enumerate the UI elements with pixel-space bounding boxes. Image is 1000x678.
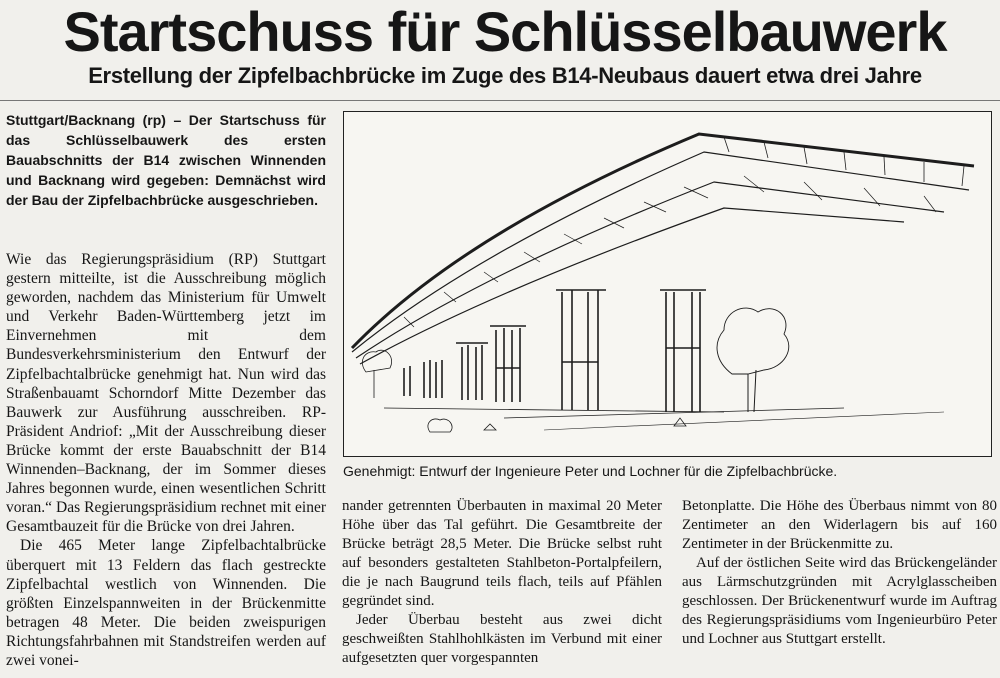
body-column-3 [682, 497, 997, 649]
body-paragraph: Die 465 Meter lange Zipfelbachtalbrücke überquert mit 13 Feldern das flach gestreckte Zipfelbachtal westlich von Winnenden. Die größten Einzelspannweiten in der Brückenmitte betragen 48 Meter. Die beiden zweispurigen Richtungsfahrbahnen mit Standstreifen werden auf zwei vonei- [6, 537, 326, 669]
body-paragraph: Wie das Regierungspräsidium (RP) Stuttgart gestern mitteilte, ist die Ausschreibung möglich geworden, nachdem das Ministerium für Umwelt und Verkehr Baden-Württemberg jetzt im Einvernehmen mit dem Bundesverkehrsministerium den Entwurf der Zipfelbachtalbrücke genehmigt hat. Nun wird das Straßenbauamt Schorndorf Mitte Dezember das Bauwerk zur Ausführung ausschreiben. RP-Präsident Andriof: „Mit der Ausschreibung dieser Brücke kommt der erste Bauabschnitt der B14 Winnenden–Backnang, der im Sommer dieses Jahres begonnen wurde, einen wesentlichen Schritt voran.“ Das Regierungspräsidium rechnet mit einer Gesamtbauzeit für die Brücke von drei Jahren. [6, 251, 326, 536]
divider [0, 100, 1000, 101]
bridge-drawing-icon [344, 112, 991, 456]
body-paragraph: nander getrennten Überbauten in maximal 20 Meter Höhe über das Tal geführt. Die Gesamtbreite der Brücke beträgt 28,5 Meter. Die Brücke selbst ruht auf besonders gestalteten Stahlbeton-Portalpfeilern, die je nach Baugrund teils flach, teils auf Pfählen gegründet sind. [342, 498, 662, 609]
body-column-1 [6, 250, 326, 670]
lead-paragraph: Stuttgart/Backnang (rp) – Der Startschuss für das Schlüsselbauwerk des ersten Bauabschnitts der B14 zwischen Winnenden und Backnang wird gegeben: Demnächst wird der Bau der Zipfelbachbrücke ausgeschrieben. [6, 112, 326, 208]
headline: Startschuss für Schlüsselbauwerk [63, 0, 947, 63]
subheadline: Erstellung der Zipfelbachbrücke im Zuge des B14-Neubaus dauert etwa drei Jahre [88, 63, 922, 88]
body-paragraph: Auf der östlichen Seite wird das Brückengeländer aus Lärmschutzgründen mit Acrylglasscheiben geschlossen. Der Brückenentwurf wurde im Auftrag des Regierungspräsidiums vom Ingenieurbüro Peter und Lochner aus Stuttgart erstellt. [682, 555, 997, 647]
body-paragraph: Jeder Überbau besteht aus zwei dicht geschweißten Stahlhohlkästen im Verbund mit einer aufgesetzten quer vorgespannten [342, 612, 662, 666]
body-paragraph: Betonplatte. Die Höhe des Überbaus nimmt von 80 Zentimeter an den Widerlagern bis auf 160 Zentimeter in der Brückenmitte zu. [682, 498, 997, 552]
figure-caption: Genehmigt: Entwurf der Ingenieure Peter und Lochner für die Zipfelbachbrücke. [343, 463, 838, 479]
body-column-2 [342, 497, 662, 668]
bridge-illustration [343, 111, 992, 457]
